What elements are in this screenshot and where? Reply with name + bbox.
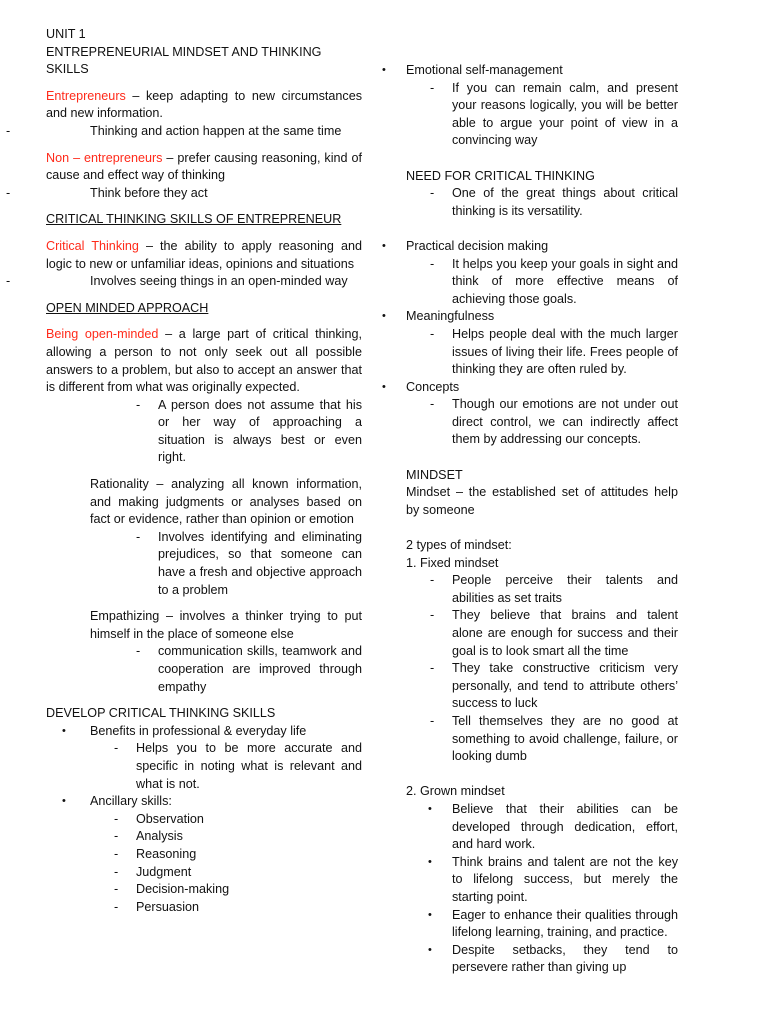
emotional-bullet: • Emotional self-management: [406, 62, 678, 80]
rationality-sub: - Involves identifying and eliminating prejudices, so that someone can have a fresh and objective approach to a problem: [136, 529, 362, 597]
dash-mark: -: [114, 846, 119, 861]
bullet-mark: •: [428, 855, 432, 868]
unit-label: UNIT 1: [46, 27, 86, 41]
mindset-types: 2 types of mindset:: [406, 538, 512, 553]
ancillary-bullet: • Ancillary skills:: [46, 793, 362, 811]
fixed-mindset-item: - Tell themselves they are no good at something to avoid challenge, failure, or looking dumb: [430, 713, 678, 764]
dash-mark: -: [114, 882, 119, 897]
dash-mark: -: [114, 899, 119, 914]
term-open-minded: Being open-minded: [46, 327, 159, 342]
dash-mark: -: [114, 741, 119, 756]
critical-thinking-heading: CRITICAL THINKING SKILLS OF ENTREPRENEUR: [46, 212, 342, 227]
grown-mindset-item: • Believe that their abilities can be developed through dedication, effort, and hard work.: [428, 801, 678, 852]
dash-mark: -: [6, 123, 11, 138]
practical-sub: - It helps you keep your goals in sight and think of more effective means of achieving those goals.: [430, 256, 678, 306]
grown-mindset-item: • Eager to enhance their qualities through lifelong learning, training, and practice.: [428, 907, 678, 940]
non-entrepreneurs-sub: - Think before they act: [46, 185, 362, 203]
rationality-block: [90, 476, 362, 599]
bullet-mark: •: [428, 908, 432, 921]
need-heading: NEED FOR CRITICAL THINKING: [406, 168, 595, 183]
ancillary-skill-item: - Observation: [136, 811, 362, 829]
mindset-definition: Mindset – the established set of attitudes help by someone: [406, 485, 678, 517]
emotional-sub: - If you can remain calm, and present your reasons logically, you will be better able to argue your point of view in a convincing way: [430, 80, 678, 148]
benefits-sub: - Helps you to be more accurate and specific in noting what is relevant and what is not.: [114, 741, 362, 791]
grown-mindset-list: [406, 801, 678, 977]
ancillary-skill-item: - Analysis: [136, 828, 362, 846]
rationality-definition: Rationality – analyzing all known information, and making judgments or analyses based on fact or evidence, rather than opinion or emotion: [90, 477, 362, 527]
dash-mark: -: [430, 256, 435, 271]
ancillary-skill-item: - Persuasion: [136, 899, 362, 917]
open-minded-definition: Being open-minded – a large part of critical thinking, allowing a person to not only seek out all possible answers to a problem, but also to accept an answer that is different from what was originally expected.: [46, 327, 362, 395]
fixed-mindset-list: [406, 572, 678, 766]
dash-mark: -: [6, 185, 11, 200]
bullet-mark: •: [62, 795, 66, 808]
dash-mark: -: [136, 529, 141, 544]
dash-mark: -: [114, 829, 119, 844]
term-non-entrepreneurs: Non – entrepreneurs: [46, 150, 163, 165]
dash-mark: -: [430, 397, 435, 412]
dash-mark: -: [136, 397, 141, 412]
meaningfulness-bullet: • Meaningfulness: [406, 308, 678, 326]
open-minded-sub: - A person does not assume that his or her way of approaching a situation is always best or even right.: [136, 397, 362, 465]
term-critical-thinking: Critical Thinking: [46, 238, 139, 253]
dash-mark: -: [430, 661, 435, 676]
empathizing-sub: - communication skills, teamwork and cooperation are improved through empathy: [136, 644, 362, 694]
fixed-mindset-item: - They take constructive criticism very personally, and tend to attribute others’ success to luck: [430, 661, 678, 711]
concepts-sub: - Though our emotions are not under out direct control, we can indirectly affect them by addressing our concepts.: [430, 397, 678, 447]
fixed-mindset-item: - People perceive their talents and abilities as set traits: [430, 573, 678, 605]
dash-mark: -: [114, 811, 119, 826]
fixed-mindset-item: - They believe that brains and talent alone are enough for success and their goal is to look smart all the time: [430, 608, 678, 658]
entrepreneurs-definition: Entrepreneurs – keep adapting to new circumstances and new information.: [46, 88, 362, 121]
grown-mindset-label: 2. Grown mindset: [406, 784, 505, 799]
bullet-mark: •: [62, 724, 66, 737]
critical-thinking-sub: - Involves seeing things in an open-minded way: [46, 273, 362, 291]
meaningfulness-sub: - Helps people deal with the much larger issues of living their life. Frees people of thinking they are often ruled by.: [430, 326, 678, 377]
dash-mark: -: [430, 713, 435, 728]
concepts-bullet: • Concepts: [406, 379, 678, 397]
bullet-mark: •: [382, 239, 386, 252]
benefits-bullet: • Benefits in professional & everyday life: [46, 723, 362, 741]
bullet-mark: •: [428, 943, 432, 956]
bullet-mark: •: [428, 802, 432, 815]
dash-mark: -: [430, 608, 435, 623]
dash-mark: -: [6, 274, 11, 289]
practical-bullet: • Practical decision making: [406, 238, 678, 256]
entrepreneurs-sub: - Thinking and action happen at the same time: [46, 123, 362, 141]
dash-mark: -: [430, 573, 435, 588]
dash-mark: -: [430, 186, 435, 201]
document-title: ENTREPRENEURIAL MINDSET AND THINKING SKILLS: [46, 44, 322, 77]
ancillary-skill-item: - Decision-making: [136, 881, 362, 899]
open-minded-heading: OPEN MINDED APPROACH: [46, 300, 209, 315]
dash-mark: -: [430, 326, 435, 341]
dash-mark: -: [136, 644, 141, 659]
ancillary-skill-item: - Judgment: [136, 864, 362, 882]
left-column: [6, 26, 362, 916]
critical-thinking-definition: Critical Thinking – the ability to apply reasoning and logic to new or unfamiliar ideas, opinions and situations: [46, 238, 362, 271]
grown-mindset-item: • Despite setbacks, they tend to persevere rather than giving up: [428, 942, 678, 975]
empathizing-definition: Empathizing – involves a thinker trying to put himself in the place of someone else: [90, 609, 362, 641]
dash-mark: -: [114, 864, 119, 879]
ancillary-skill-item: - Reasoning: [136, 846, 362, 864]
develop-heading: DEVELOP CRITICAL THINKING SKILLS: [46, 706, 276, 721]
empathizing-block: [90, 608, 362, 696]
bullet-mark: •: [382, 64, 386, 76]
bullet-mark: •: [382, 310, 386, 323]
ancillary-skills-list: [46, 811, 362, 917]
dash-mark: -: [430, 80, 435, 95]
bullet-mark: •: [382, 380, 386, 393]
right-column: [382, 62, 678, 977]
grown-mindset-item: • Think brains and talent are not the key to lifelong success, but merely the starting point.: [428, 854, 678, 904]
need-sub: - One of the great things about critical thinking is its versatility.: [430, 186, 678, 218]
term-entrepreneurs: Entrepreneurs: [46, 88, 126, 103]
mindset-heading: MINDSET: [406, 467, 463, 482]
fixed-mindset-label: 1. Fixed mindset: [406, 555, 499, 570]
non-entrepreneurs-definition: Non – entrepreneurs – prefer causing reasoning, kind of cause and effect way of thinking: [46, 150, 362, 183]
